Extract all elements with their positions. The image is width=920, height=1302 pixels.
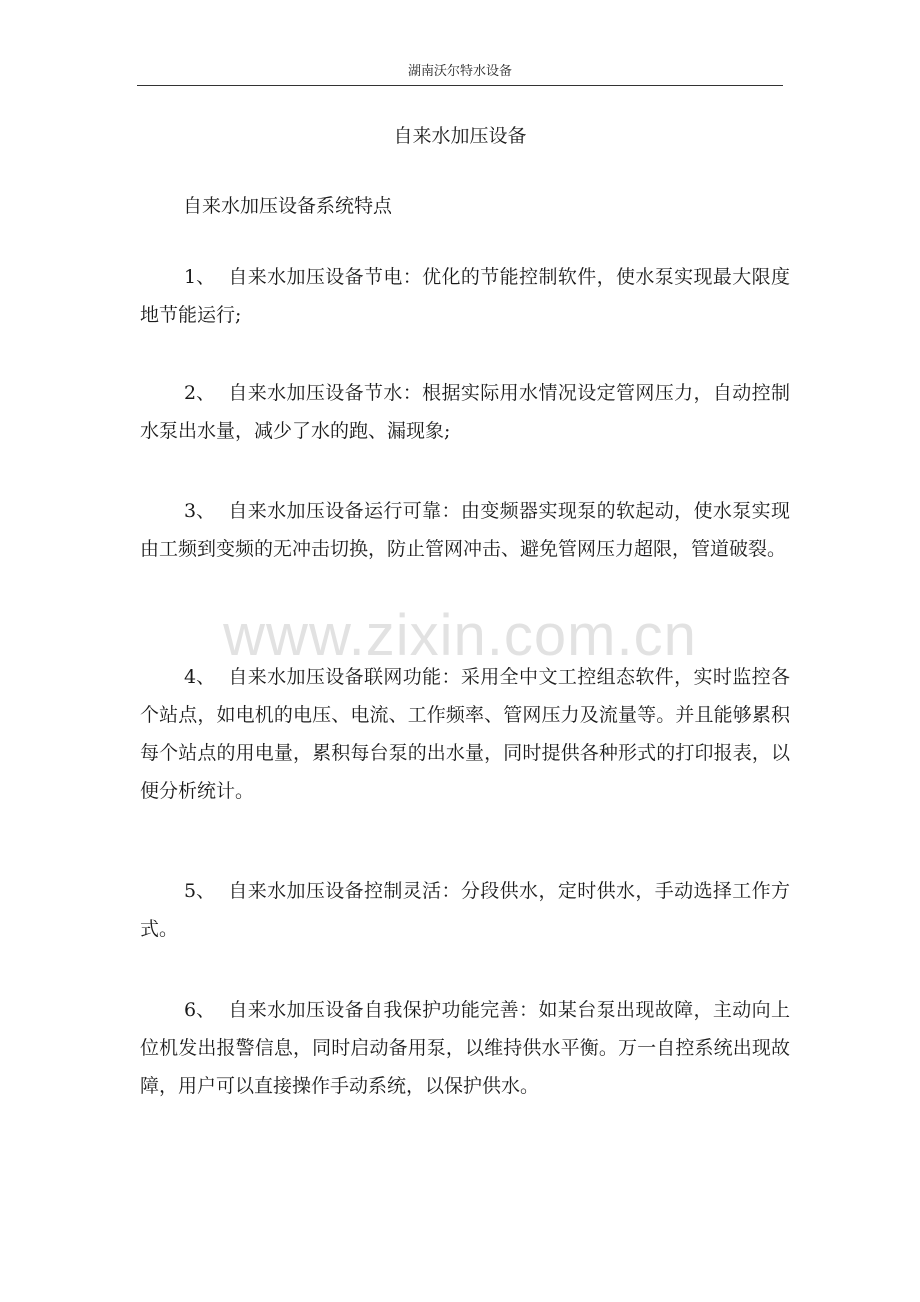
feature-item-5 (140, 872, 790, 948)
item-text: 自来水加压设备控制灵活：分段供水，定时供水，手动选择工作方式。 (140, 880, 790, 940)
item-number: 2、 (184, 382, 216, 404)
item-number: 3、 (184, 500, 216, 522)
feature-item-4 (140, 658, 790, 810)
item-text: 自来水加压设备联网功能：采用全中文工控组态软件，实时监控各个站点，如电机的电压、电流、工作频率、管网压力及流量等。并且能够累积每个站点的用电量，累积每台泵的出水量，同时提供各种形式的打印报表，以便分析统计。 (140, 666, 790, 802)
item-text: 自来水加压设备节水：根据实际用水情况设定管网压力，自动控制水泵出水量，减少了水的跑、漏现象; (140, 382, 790, 442)
item-text: 自来水加压设备节电：优化的节能控制软件，使水泵实现最大限度地节能运行; (140, 266, 790, 326)
feature-item-3 (140, 492, 790, 568)
feature-item-1 (140, 258, 790, 334)
section-heading: 自来水加压设备系统特点 (183, 195, 393, 217)
item-number: 6、 (184, 999, 216, 1021)
feature-item-2 (140, 374, 790, 450)
page-header: 湖南沃尔特水设备 (407, 64, 512, 79)
item-number: 1、 (184, 266, 216, 288)
item-number: 5、 (184, 880, 216, 902)
document-title: 自来水加压设备 (393, 125, 527, 147)
item-number: 4、 (184, 666, 216, 688)
feature-item-6 (140, 991, 790, 1105)
header-divider (137, 85, 783, 86)
item-text: 自来水加压设备运行可靠：由变频器实现泵的软起动，使水泵实现由工频到变频的无冲击切换，防止管网冲击、避免管网压力超限，管道破裂。 (140, 500, 790, 560)
item-text: 自来水加压设备自我保护功能完善：如某台泵出现故障，主动向上位机发出报警信息，同时启动备用泵，以维持供水平衡。万一自控系统出现故障，用户可以直接操作手动系统，以保护供水。 (140, 999, 790, 1097)
watermark-text: www.zixin.com.cn (223, 603, 697, 668)
